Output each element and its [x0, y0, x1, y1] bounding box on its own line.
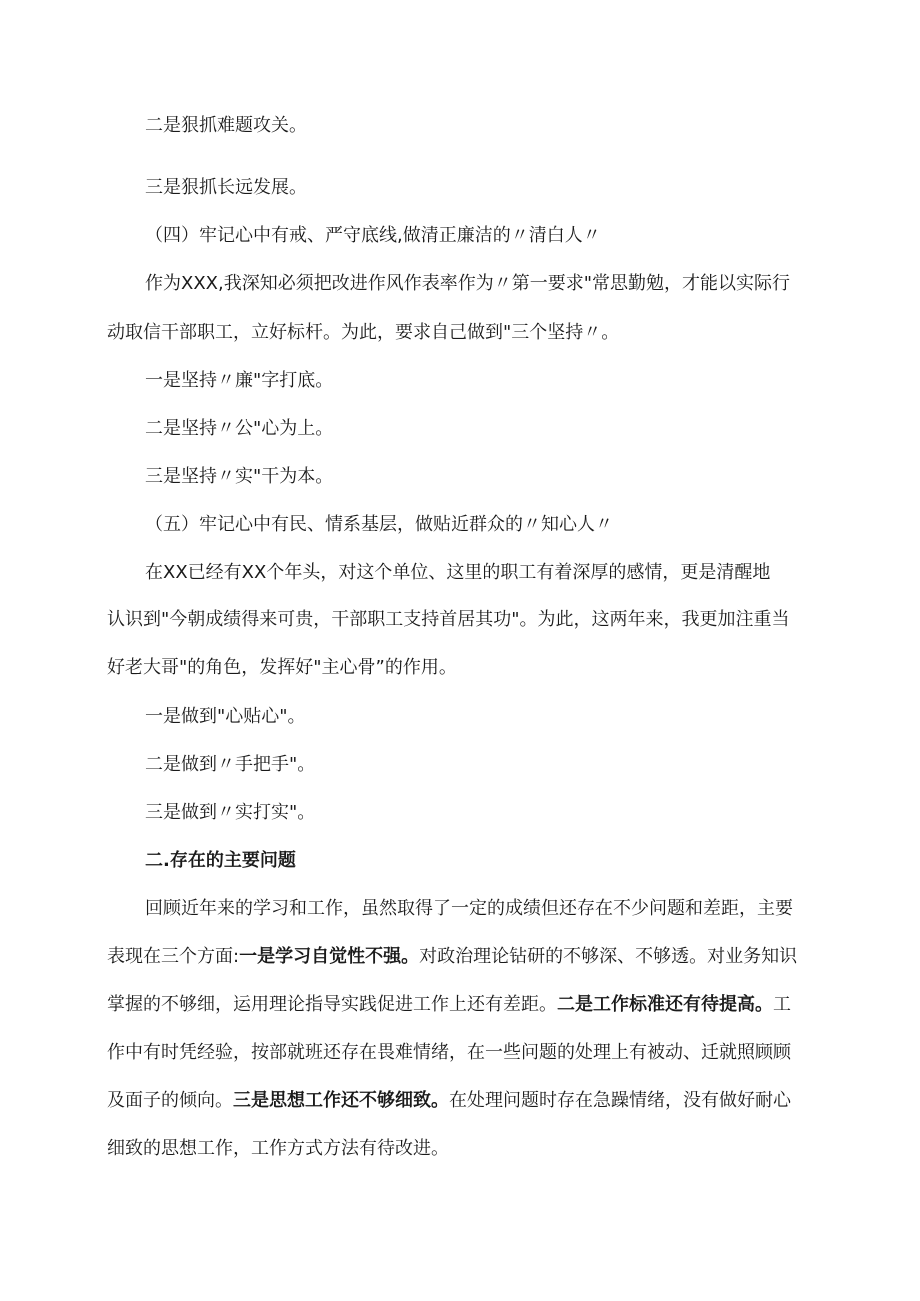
bold-point-3: 三是思想工作还不够细致。 [233, 1090, 449, 1111]
text-segment: 及面子的倾向。 [107, 1090, 233, 1111]
bold-point-2: 二是工作标准还有待提高。 [557, 994, 773, 1015]
text-line [107, 993, 791, 1017]
text-segment: 表现在三个方面: [107, 946, 240, 967]
text-line: 在XX已经有XX个年头，对这个单位、这里的职工有着深厚的感情，更是清醒地 [145, 562, 771, 583]
bold-point-1: 一是学习自觉性不强。 [239, 946, 420, 967]
text-line: 二是做到〃手把手"。 [145, 754, 316, 775]
text-line: 作为XXX,我深知必须把改进作风作表率作为〃第一要求"常思勤勉，才能以实际行 [145, 273, 790, 294]
text-line [107, 945, 797, 969]
text-line [107, 1089, 791, 1113]
text-line: 认识到"今朝成绩得来可贵，干部职工支持首居其功"。为此，这两年来，我更加注重当 [107, 609, 790, 630]
text-segment: 工 [773, 994, 791, 1015]
text-line: 一是坚持〃廉"字打底。 [145, 370, 334, 391]
section-heading-5: （五）牢记心中有民、情系基层，做贴近群众的〃知心人〃 [145, 514, 613, 535]
text-line: 一是做到"心贴心"。 [145, 706, 306, 727]
section-heading-problems [145, 849, 296, 873]
text-line: 三是坚持〃实"干为本。 [145, 466, 334, 487]
text-line: 三是狠抓长远发展。 [145, 177, 307, 198]
text-line: 作中有时凭经验，按部就班还存在畏难情绪，在一些问题的处理上有被动、迁就照顾顾 [107, 1042, 791, 1063]
text-segment: 掌握的不够细，运用理论指导实践促进工作上还有差距。 [107, 994, 557, 1015]
text-line: 三是做到〃实打实"。 [145, 802, 316, 823]
text-line: 二是坚持〃公"心为上。 [145, 418, 334, 439]
text-line: 动取信干部职工，立好标杆。为此，要求自己做到"三个坚持〃。 [107, 322, 620, 343]
text-segment: 对政治理论钻研的不够深、不够透。对业务知识 [419, 946, 798, 967]
text-line: 二是狠抓难题攻关。 [145, 115, 307, 136]
text-line: 细致的思想工作，工作方式方法有待改进。 [107, 1138, 449, 1159]
text-line: 好老大哥"的角色，发挥好"主心骨”的作用。 [107, 657, 457, 678]
text-line: 回顾近年来的学习和工作，虽然取得了一定的成绩但还存在不少问题和差距，主要 [145, 898, 793, 919]
heading-text: 二.存在的主要问题 [145, 850, 296, 871]
text-segment: 在处理问题时存在急躁情绪，没有做好耐心 [449, 1090, 791, 1111]
section-heading-4: （四）牢记心中有戒、严守底线,做清正廉洁的〃清白人〃 [145, 225, 601, 246]
